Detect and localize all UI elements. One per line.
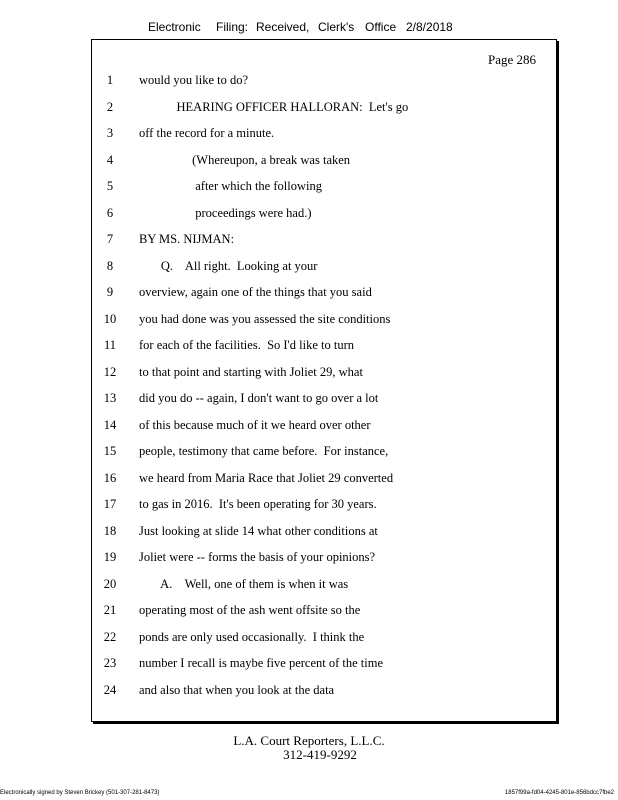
line-text: proceedings were had.) (139, 205, 312, 220)
transcript-line (92, 603, 556, 629)
line-text: operating most of the ash went offsite so the (139, 603, 361, 617)
line-text: would you like to do? (139, 73, 249, 87)
transcript-line (92, 206, 556, 232)
transcript-line (92, 100, 556, 126)
line-number: 2 (106, 99, 114, 114)
line-number: 11 (103, 338, 117, 352)
line-number: 21 (103, 603, 117, 617)
transcript-line (92, 683, 556, 709)
header-filing: Filing: (216, 20, 249, 34)
line-number: 17 (103, 497, 117, 511)
line-text: (Whereupon, a break was taken (139, 152, 351, 167)
transcript-page (91, 39, 557, 722)
line-text: A. Well, one of them is when it was (139, 576, 349, 591)
transcript-line (92, 232, 556, 258)
line-number: 1 (106, 73, 114, 87)
transcript-line (92, 73, 556, 99)
line-number: 16 (103, 470, 117, 485)
header-received: Received, (256, 20, 310, 34)
line-text: for each of the facilities. So I'd like to turn (139, 338, 355, 352)
line-text: number I recall is maybe five percent of the time (139, 656, 383, 670)
line-text: after which the following (139, 179, 322, 193)
line-text: Joliet were -- forms the basis of your opinions? (139, 550, 376, 564)
transcript-line (92, 126, 556, 152)
footer-company: L.A. Court Reporters, L.L.C. (233, 733, 385, 748)
line-number: 7 (106, 232, 114, 246)
line-text: did you do -- again, I don't want to go over a lot (139, 391, 379, 405)
line-text: Q. All right. Looking at your (139, 258, 318, 273)
line-text: to gas in 2016. It's been operating for 30 years. (139, 497, 377, 511)
line-number: 6 (106, 205, 114, 220)
footer-phone: 312-419-9292 (283, 747, 357, 762)
line-text: overview, again one of the things that you said (139, 285, 372, 299)
transcript-line (92, 550, 556, 576)
line-number: 14 (103, 417, 117, 432)
line-text: ponds are only used occasionally. I think the (139, 629, 365, 644)
line-text: HEARING OFFICER HALLORAN: Let's go (139, 99, 409, 114)
line-number: 19 (103, 550, 117, 564)
transcript-line (92, 312, 556, 338)
page-number: Page 286 (487, 52, 536, 67)
line-text: we heard from Maria Race that Joliet 29 converted (139, 470, 394, 485)
signature-left: Electronically signed by Steven Brickey (501-307-281-8473) (0, 790, 160, 796)
line-text: people, testimony that came before. For instance, (139, 444, 389, 458)
line-number: 20 (103, 576, 117, 591)
transcript-line (92, 656, 556, 682)
transcript-line (92, 630, 556, 656)
transcript-line (92, 524, 556, 550)
header-electronic: Electronic (148, 20, 201, 34)
line-number: 24 (103, 682, 117, 697)
line-text: to that point and starting with Joliet 29, what (139, 364, 363, 379)
header-office: Office (365, 20, 397, 34)
transcript-line (92, 418, 556, 444)
transcript-line (92, 497, 556, 523)
line-text: BY MS. NIJMAN: (139, 232, 235, 246)
line-number: 23 (103, 656, 117, 670)
line-number: 15 (103, 444, 117, 458)
transcript-line (92, 444, 556, 470)
line-number: 8 (106, 258, 114, 273)
transcript-line (92, 259, 556, 285)
header-clerks: Clerk's (318, 20, 355, 34)
transcript-line (92, 153, 556, 179)
transcript-line (92, 179, 556, 205)
transcript-line (92, 391, 556, 417)
line-number: 9 (106, 285, 114, 299)
signature-right: 1857f99a-fd04-4245-801e-856bdcc7fbe2 (504, 790, 614, 796)
line-number: 4 (106, 152, 114, 167)
line-number: 18 (103, 523, 117, 538)
line-number: 13 (103, 391, 117, 405)
transcript-line (92, 577, 556, 603)
line-text: Just looking at slide 14 what other conditions at (139, 523, 378, 538)
transcript-line (92, 471, 556, 497)
transcript-line (92, 338, 556, 364)
line-number: 3 (106, 126, 114, 140)
header-date: 2/8/2018 (406, 20, 453, 34)
line-text: off the record for a minute. (139, 126, 275, 140)
line-number: 10 (103, 311, 117, 326)
line-text: of this because much of it we heard over other (139, 417, 371, 432)
transcript-line (92, 365, 556, 391)
line-number: 5 (106, 179, 114, 193)
line-number: 12 (103, 364, 117, 379)
line-number: 22 (103, 629, 117, 644)
line-text: you had done was you assessed the site conditions (139, 311, 391, 326)
transcript-line (92, 285, 556, 311)
line-text: and also that when you look at the data (139, 682, 335, 697)
